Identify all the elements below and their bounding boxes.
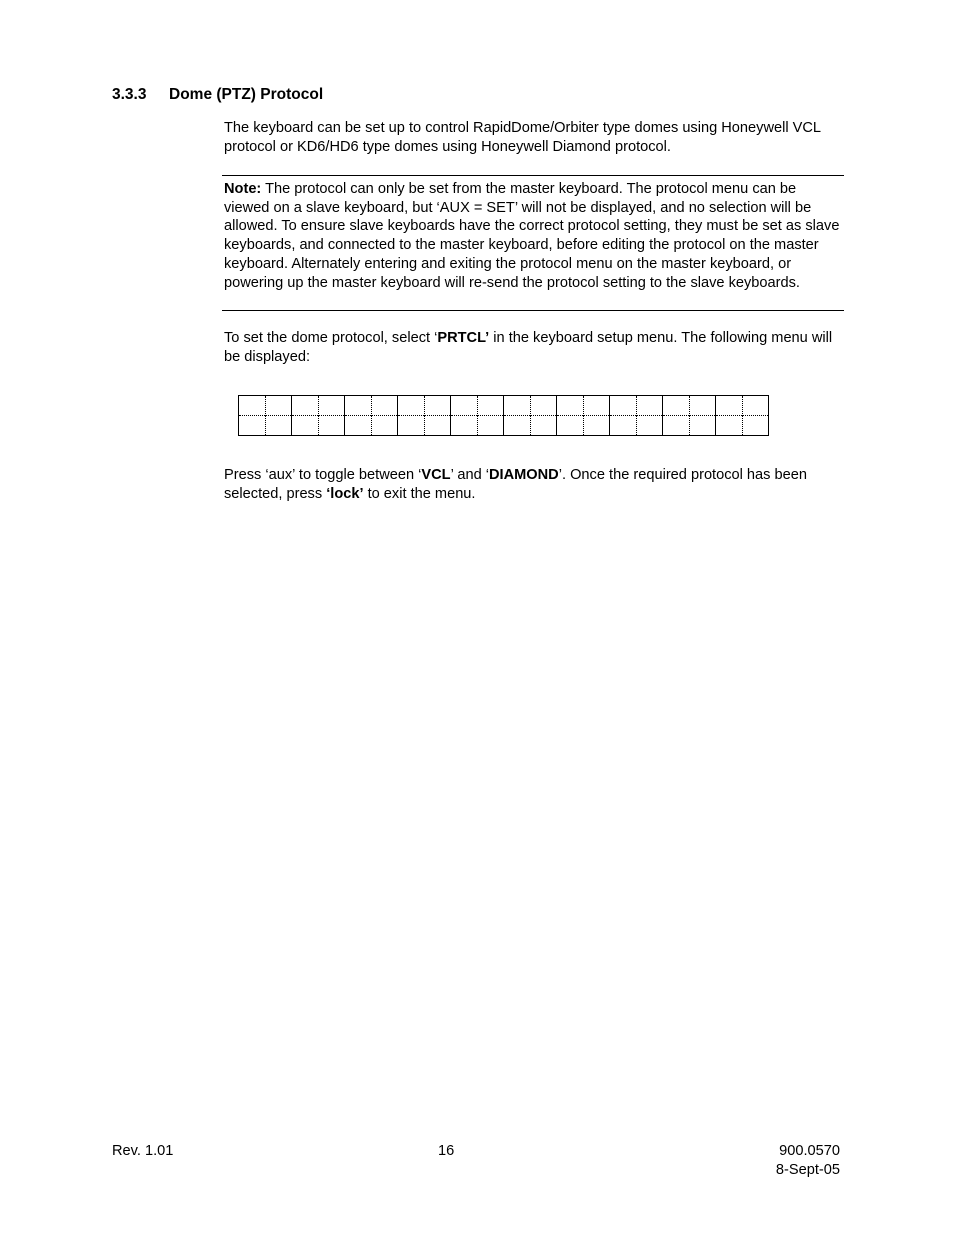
- lcd-row: [239, 416, 769, 436]
- lcd-cell: [345, 416, 372, 436]
- lcd-cell: [318, 416, 345, 436]
- lcd-display-grid: [238, 395, 769, 436]
- lcd-cell: [239, 416, 266, 436]
- lcd-cell: [318, 396, 345, 416]
- diamond-keyword: DIAMOND: [489, 467, 559, 483]
- instruction-paragraph: [224, 329, 844, 366]
- footer-page-number: 16: [438, 1143, 455, 1159]
- note-text: The protocol can only be set from the master keyboard. The protocol menu can be viewed on a slave keyboard, but ‘AUX = SET’ will not be displayed, and no selection will be allowed. To ensure slave keyboards have the correct protocol setting, they must be set as slave keyboards, and connected to the master keyboard, before editing the protocol on the master keyboard. Alternately entering and exiting the protocol menu on the master keyboard, or powering up the master keyboard will re-send the protocol setting to the slave keyboards.: [224, 181, 840, 291]
- lcd-cell: [716, 416, 743, 436]
- lcd-cell: [716, 396, 743, 416]
- lock-keyword: ‘lock’: [326, 485, 364, 502]
- toggle-text-1: Press ‘aux’ to toggle between ‘: [224, 467, 422, 483]
- lcd-cell: [345, 396, 372, 416]
- lcd-cell: [371, 416, 398, 436]
- lcd-cell: [583, 416, 610, 436]
- lcd-cell: [583, 396, 610, 416]
- lcd-cell: [557, 416, 584, 436]
- lcd-cell: [451, 416, 478, 436]
- footer-date: 8-Sept-05: [775, 1161, 840, 1178]
- lcd-cell: [636, 396, 663, 416]
- lcd-cell: [504, 396, 531, 416]
- toggle-paragraph: [224, 466, 844, 503]
- lcd-cell: [530, 396, 557, 416]
- lcd-cell: [742, 396, 769, 416]
- lcd-cell: [424, 396, 451, 416]
- lcd-cell: [610, 396, 637, 416]
- toggle-text-3: ’. Once the required protocol has been selected, press: [224, 467, 807, 502]
- lcd-cell: [557, 396, 584, 416]
- toggle-text-4: to exit the menu.: [363, 485, 476, 502]
- vcl-keyword: VCL: [421, 467, 451, 483]
- lcd-cell: [663, 416, 690, 436]
- lcd-cell: [477, 416, 504, 436]
- lcd-cell: [424, 416, 451, 436]
- lcd-row: [239, 396, 769, 416]
- note-box: [222, 175, 844, 311]
- lcd-cell: [292, 396, 319, 416]
- lcd-cell: [265, 396, 292, 416]
- lcd-cell: [398, 416, 425, 436]
- lcd-cell: [292, 416, 319, 436]
- intro-paragraph: The keyboard can be set up to control RapidDome/Orbiter type domes using Honeywell VCL protocol or KD6/HD6 type domes using Honeywell Diamond protocol.: [224, 120, 821, 155]
- lcd-cell: [636, 416, 663, 436]
- lcd-cell: [398, 396, 425, 416]
- section-heading: [112, 86, 323, 104]
- lcd-cell: [689, 416, 716, 436]
- footer-doc-info: [776, 1142, 840, 1179]
- note-label: Note:: [224, 181, 262, 197]
- lcd-cell: [477, 396, 504, 416]
- lcd-cell: [689, 396, 716, 416]
- lcd-cell: [239, 396, 266, 416]
- lcd-cell: [504, 416, 531, 436]
- lcd-cell: [371, 396, 398, 416]
- lcd-cell: [530, 416, 557, 436]
- footer-revision: Rev. 1.01: [112, 1143, 174, 1159]
- instruction-after: in the keyboard setup menu. The following menu will be displayed:: [224, 330, 833, 365]
- section-title: Dome (PTZ) Protocol: [169, 86, 324, 103]
- lcd-cell: [610, 416, 637, 436]
- toggle-text-2: ’ and ‘: [450, 467, 489, 483]
- instruction-keyword: PRTCL’: [437, 330, 490, 346]
- lcd-cell: [742, 416, 769, 436]
- section-number: 3.3.3: [112, 86, 147, 103]
- footer-doc-number: 900.0570: [779, 1143, 840, 1159]
- lcd-cell: [663, 396, 690, 416]
- lcd-cell: [451, 396, 478, 416]
- instruction-before: To set the dome protocol, select ‘: [224, 330, 438, 346]
- lcd-cell: [265, 416, 292, 436]
